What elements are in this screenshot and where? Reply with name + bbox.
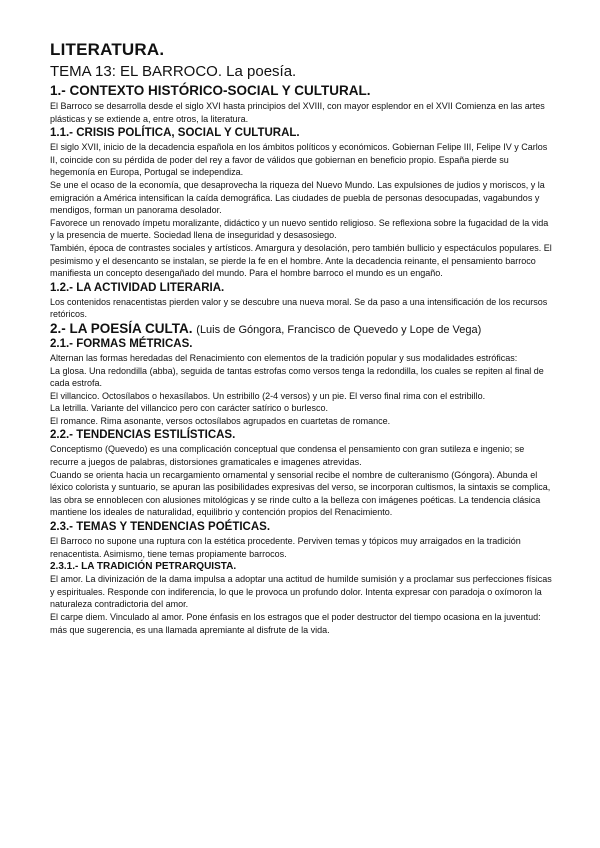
paragraph: Cuando se orienta hacia un recargamiento ornamental y sensorial recibe el nombre de culteranismo (Góngora). Abunda el léxico colorista y suntuario, se apuran las posibilidades expresivas del verso, se incorporan cultismos, la sintaxis se complica, las obra se ennoblecen con alusiones mitológicas y se rinde culto a la belleza con imágenes poéticas. La tendencia clásica mantiene los ideales de naturalidad, equilibrio y contención propios del Renacimiento. (50, 469, 551, 518)
paragraph: Los contenidos renacentistas pierden valor y se descubre una nueva moral. Se da paso a una intensificación de los recursos retóricos. (50, 296, 548, 320)
section-heading-text: 2.- LA POESÍA CULTA. (50, 320, 193, 336)
tema-title: TEMA 13: EL BARROCO. La poesía. (50, 63, 297, 80)
paragraph: Alternan las formas heredadas del Renacimiento con elementos de la tradición popular y sus modalidades estróficas: (50, 352, 518, 363)
paragraph: El amor. La divinización de la dama impulsa a adoptar una actitud de humilde sumisión y a proclamar sus perfecciones físicas y espirituales. Responde con indiferencia, lo que le provoca un profundo dolor. Intenta expresar con paradoja o oxímoron la naturaleza contradictoria del amor. (50, 574, 552, 610)
paragraph: Favorece un renovado ímpetu moralizante, didáctico y un nuevo sentido religioso. Se reflexiona sobre la fugacidad de la vida y la presencia de muerte. Sociedad llena de inseguridad y desasosiego. (50, 217, 549, 241)
section-heading (50, 321, 552, 336)
subsection-heading: 2.1.- FORMAS MÉTRICAS. (50, 337, 193, 350)
paragraph: El siglo XVII, inicio de la decadencia española en los ámbitos políticos y económicos. Gobiernan Felipe III, Felipe IV y Carlos II, coincide con su pérdida de poder del rey a favor de válidos que gobiernan en beneficio propio. España pierde su hegemonía en Europa, Portugal se independiza. (50, 142, 548, 178)
subsubsection-heading: 2.3.1.- LA TRADICIÓN PETRARQUISTA. (50, 561, 237, 573)
paragraph: El Barroco se desarrolla desde el siglo XVI hasta principios del XVIII, con mayor esplendor en el XVII Comienza en las artes plásticas y se extiende a, entre otros, la literatura. (50, 101, 545, 124)
paragraph: Se une el ocaso de la economía, que desaprovecha la riqueza del Nuevo Mundo. Las expulsiones de judios y moriscos, y la emigración a América intensifican la caída demográfica. Las ciudades de puebla de personas desocupadas, vagabundos y mendigos, forman un panorama desolador. (50, 179, 545, 216)
paragraph: El Barroco no supone una ruptura con la estética procedente. Perviven temas y tópicos muy arraigados en la tradición renacentista. Asimismo, tiene temas propiamente barrocos. (50, 536, 521, 559)
paragraph: La glosa. Una redondilla (abba), seguida de tantas estrofas como versos tenga la redondilla, los cuales se repiten al final de cada estrofa. (50, 365, 544, 389)
section-heading-authors: (Luis de Góngora, Francisco de Quevedo y Lope de Vega) (196, 323, 482, 336)
subsection-heading: 1.2.- LA ACTIVIDAD LITERARIA. (50, 281, 225, 294)
paragraph: La letrilla. Variante del villancico pero con carácter satírico o burlesco. (50, 403, 328, 414)
paragraph: También, época de contrastes sociales y artísticos. Amargura y desolación, pero también bullicio y espectáculos populares. El pesimismo y el desencanto se instalan, se pierde la fe en el hombre. Ante la decadencia reinante, el pensamiento barroco manifiesta un concepto desengañado del mundo. Para el hombre barroco el mundo es un engaño. (50, 242, 552, 279)
subsection-heading: 2.3.- TEMAS Y TENDENCIAS POÉTICAS. (50, 521, 271, 534)
paragraph: El villancico. Octosílabos o hexasílabos. Un estribillo (2-4 versos) y un pie. El verso final rima con el estribillo. (50, 390, 486, 401)
paragraph: El romance. Rima asonante, versos octosílabos agrupados en cuartetas de romance. (50, 415, 391, 426)
document-title: LITERATURA. (50, 40, 165, 59)
section-heading: 1.- CONTEXTO HISTÓRICO-SOCIAL Y CULTURAL. (50, 83, 371, 98)
paragraph: El carpe diem. Vinculado al amor. Pone énfasis en los estragos que el poder destructor del tiempo ocasiona en la juventud: más que sugerencia, es una llamada apremiante al disfrute de la vida. (50, 612, 541, 635)
subsection-heading: 2.2.- TENDENCIAS ESTILÍSTICAS. (50, 429, 236, 442)
paragraph: Conceptismo (Quevedo) es una complicación conceptual que condensa el pensamiento con gran sutileza e ingenio; se recurre a juegos de palabras, distorsiones gramaticales e imagenes atrevidas. (50, 444, 525, 468)
subsection-heading: 1.1.- CRISIS POLÍTICA, SOCIAL Y CULTURAL. (50, 127, 300, 140)
